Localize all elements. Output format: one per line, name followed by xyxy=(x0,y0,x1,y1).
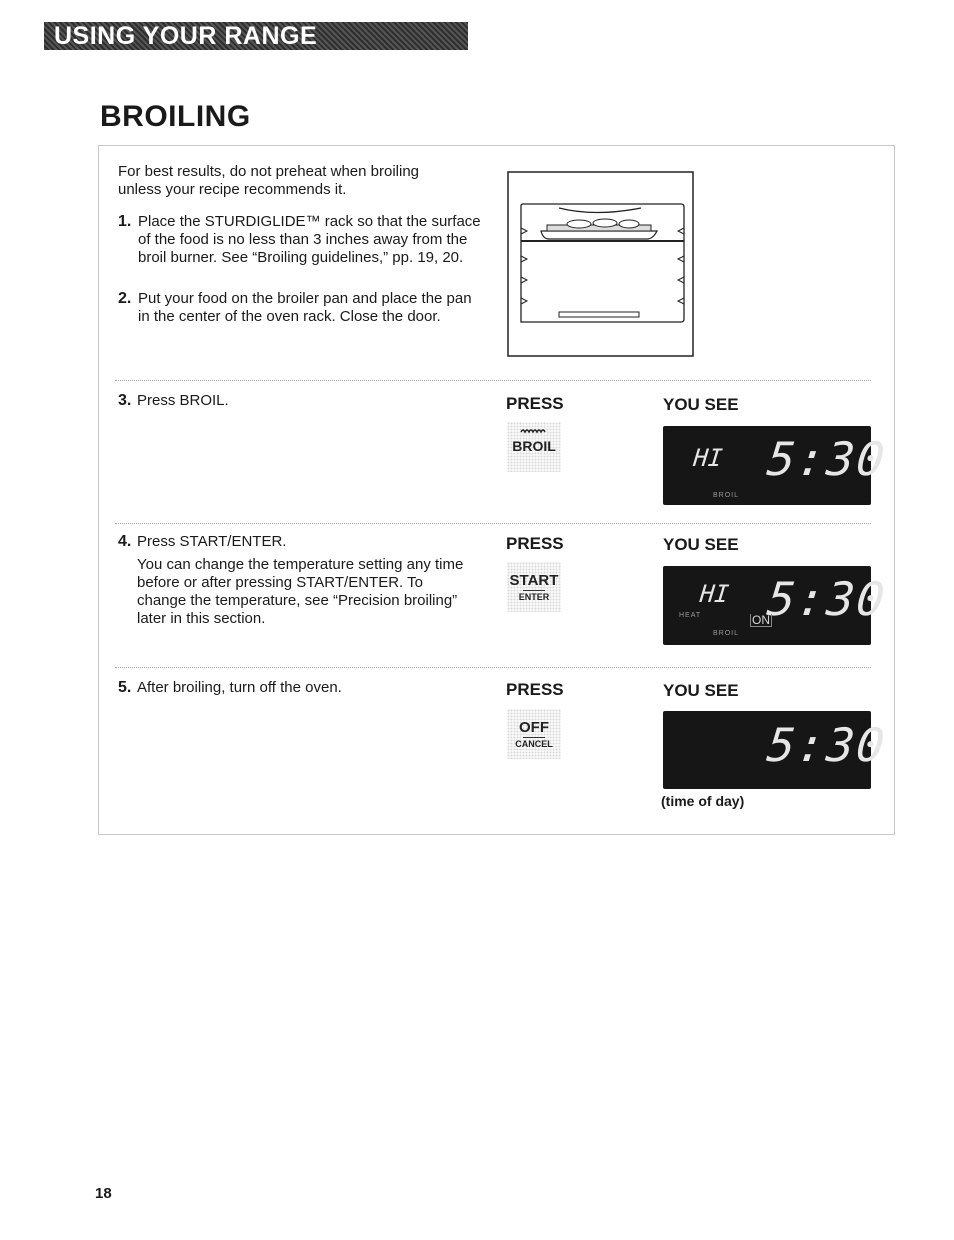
enter-key-label: ENTER xyxy=(518,592,550,602)
divider xyxy=(115,667,871,668)
cancel-key-label: CANCEL xyxy=(515,739,553,749)
press-label: PRESS xyxy=(506,534,564,553)
divider xyxy=(115,380,871,381)
off-key-label: OFF xyxy=(519,719,549,736)
you-see-label: YOU SEE xyxy=(663,395,739,414)
on-indicator: ON xyxy=(752,613,770,627)
intro-text: For best results, do not preheat when broiling unless your recipe recommends it. xyxy=(118,163,420,198)
step-5-text: After broiling, turn off the oven. xyxy=(137,679,342,696)
step-3-text: Press BROIL. xyxy=(137,392,229,409)
display-broil-hi xyxy=(663,426,890,505)
display-heat-on xyxy=(663,566,890,645)
key-divider xyxy=(523,737,545,738)
display-mode-text: HI xyxy=(692,444,724,472)
divider xyxy=(115,523,871,524)
step-4-detail: You can change the temperature setting any time before or after pressing START/ENTER. To change the temperature, see “Precision broiling” later in this section. xyxy=(137,556,464,627)
start-key-label: START xyxy=(509,572,559,589)
step-1-number: 1. xyxy=(118,213,132,230)
page-title: BROILING xyxy=(100,100,251,133)
section-banner-text: USING YOUR RANGE xyxy=(54,22,318,50)
time-of-day-caption: (time of day) xyxy=(661,793,745,809)
step-2-number: 2. xyxy=(118,290,132,307)
press-label: PRESS xyxy=(506,394,564,413)
display-time-text: 5:30 xyxy=(764,572,890,626)
heat-indicator: HEAT xyxy=(679,612,702,619)
display-digits xyxy=(663,426,890,505)
step-4-number: 4. xyxy=(118,533,132,550)
broil-flame-icon xyxy=(521,428,547,434)
step-3-number: 3. xyxy=(118,392,132,409)
display-time-text: 5:30 xyxy=(764,718,890,772)
display-digits xyxy=(663,711,890,789)
broil-key-label: BROIL xyxy=(512,438,556,454)
broil-indicator: BROIL xyxy=(713,492,740,499)
display-mode-text: HI xyxy=(698,580,731,608)
press-label: PRESS xyxy=(506,680,564,699)
oven-rack-illustration xyxy=(507,171,695,358)
start-enter-key[interactable] xyxy=(507,562,561,612)
display-digits xyxy=(663,566,890,645)
step-2-text: Put your food on the broiler pan and place the pan in the center of the oven rack. Close the door. xyxy=(138,290,472,325)
section-banner xyxy=(44,22,468,50)
off-cancel-key[interactable] xyxy=(507,709,561,759)
broil-indicator: BROIL xyxy=(713,630,740,637)
key-divider xyxy=(523,590,545,591)
step-4-text: Press START/ENTER. xyxy=(137,533,287,550)
step-1-text: Place the STURDIGLIDE™ rack so that the surface of the food is no less than 3 inches away from the broil burner. See “Broiling guidelines,” pp. 19, 20. xyxy=(138,213,481,266)
display-time-text: 5:30 xyxy=(764,432,890,486)
you-see-label: YOU SEE xyxy=(663,535,739,554)
broil-key[interactable] xyxy=(507,422,561,472)
page-number: 18 xyxy=(95,1185,112,1202)
you-see-label: YOU SEE xyxy=(663,681,739,700)
step-5-number: 5. xyxy=(118,679,132,696)
display-time-of-day xyxy=(663,711,890,789)
